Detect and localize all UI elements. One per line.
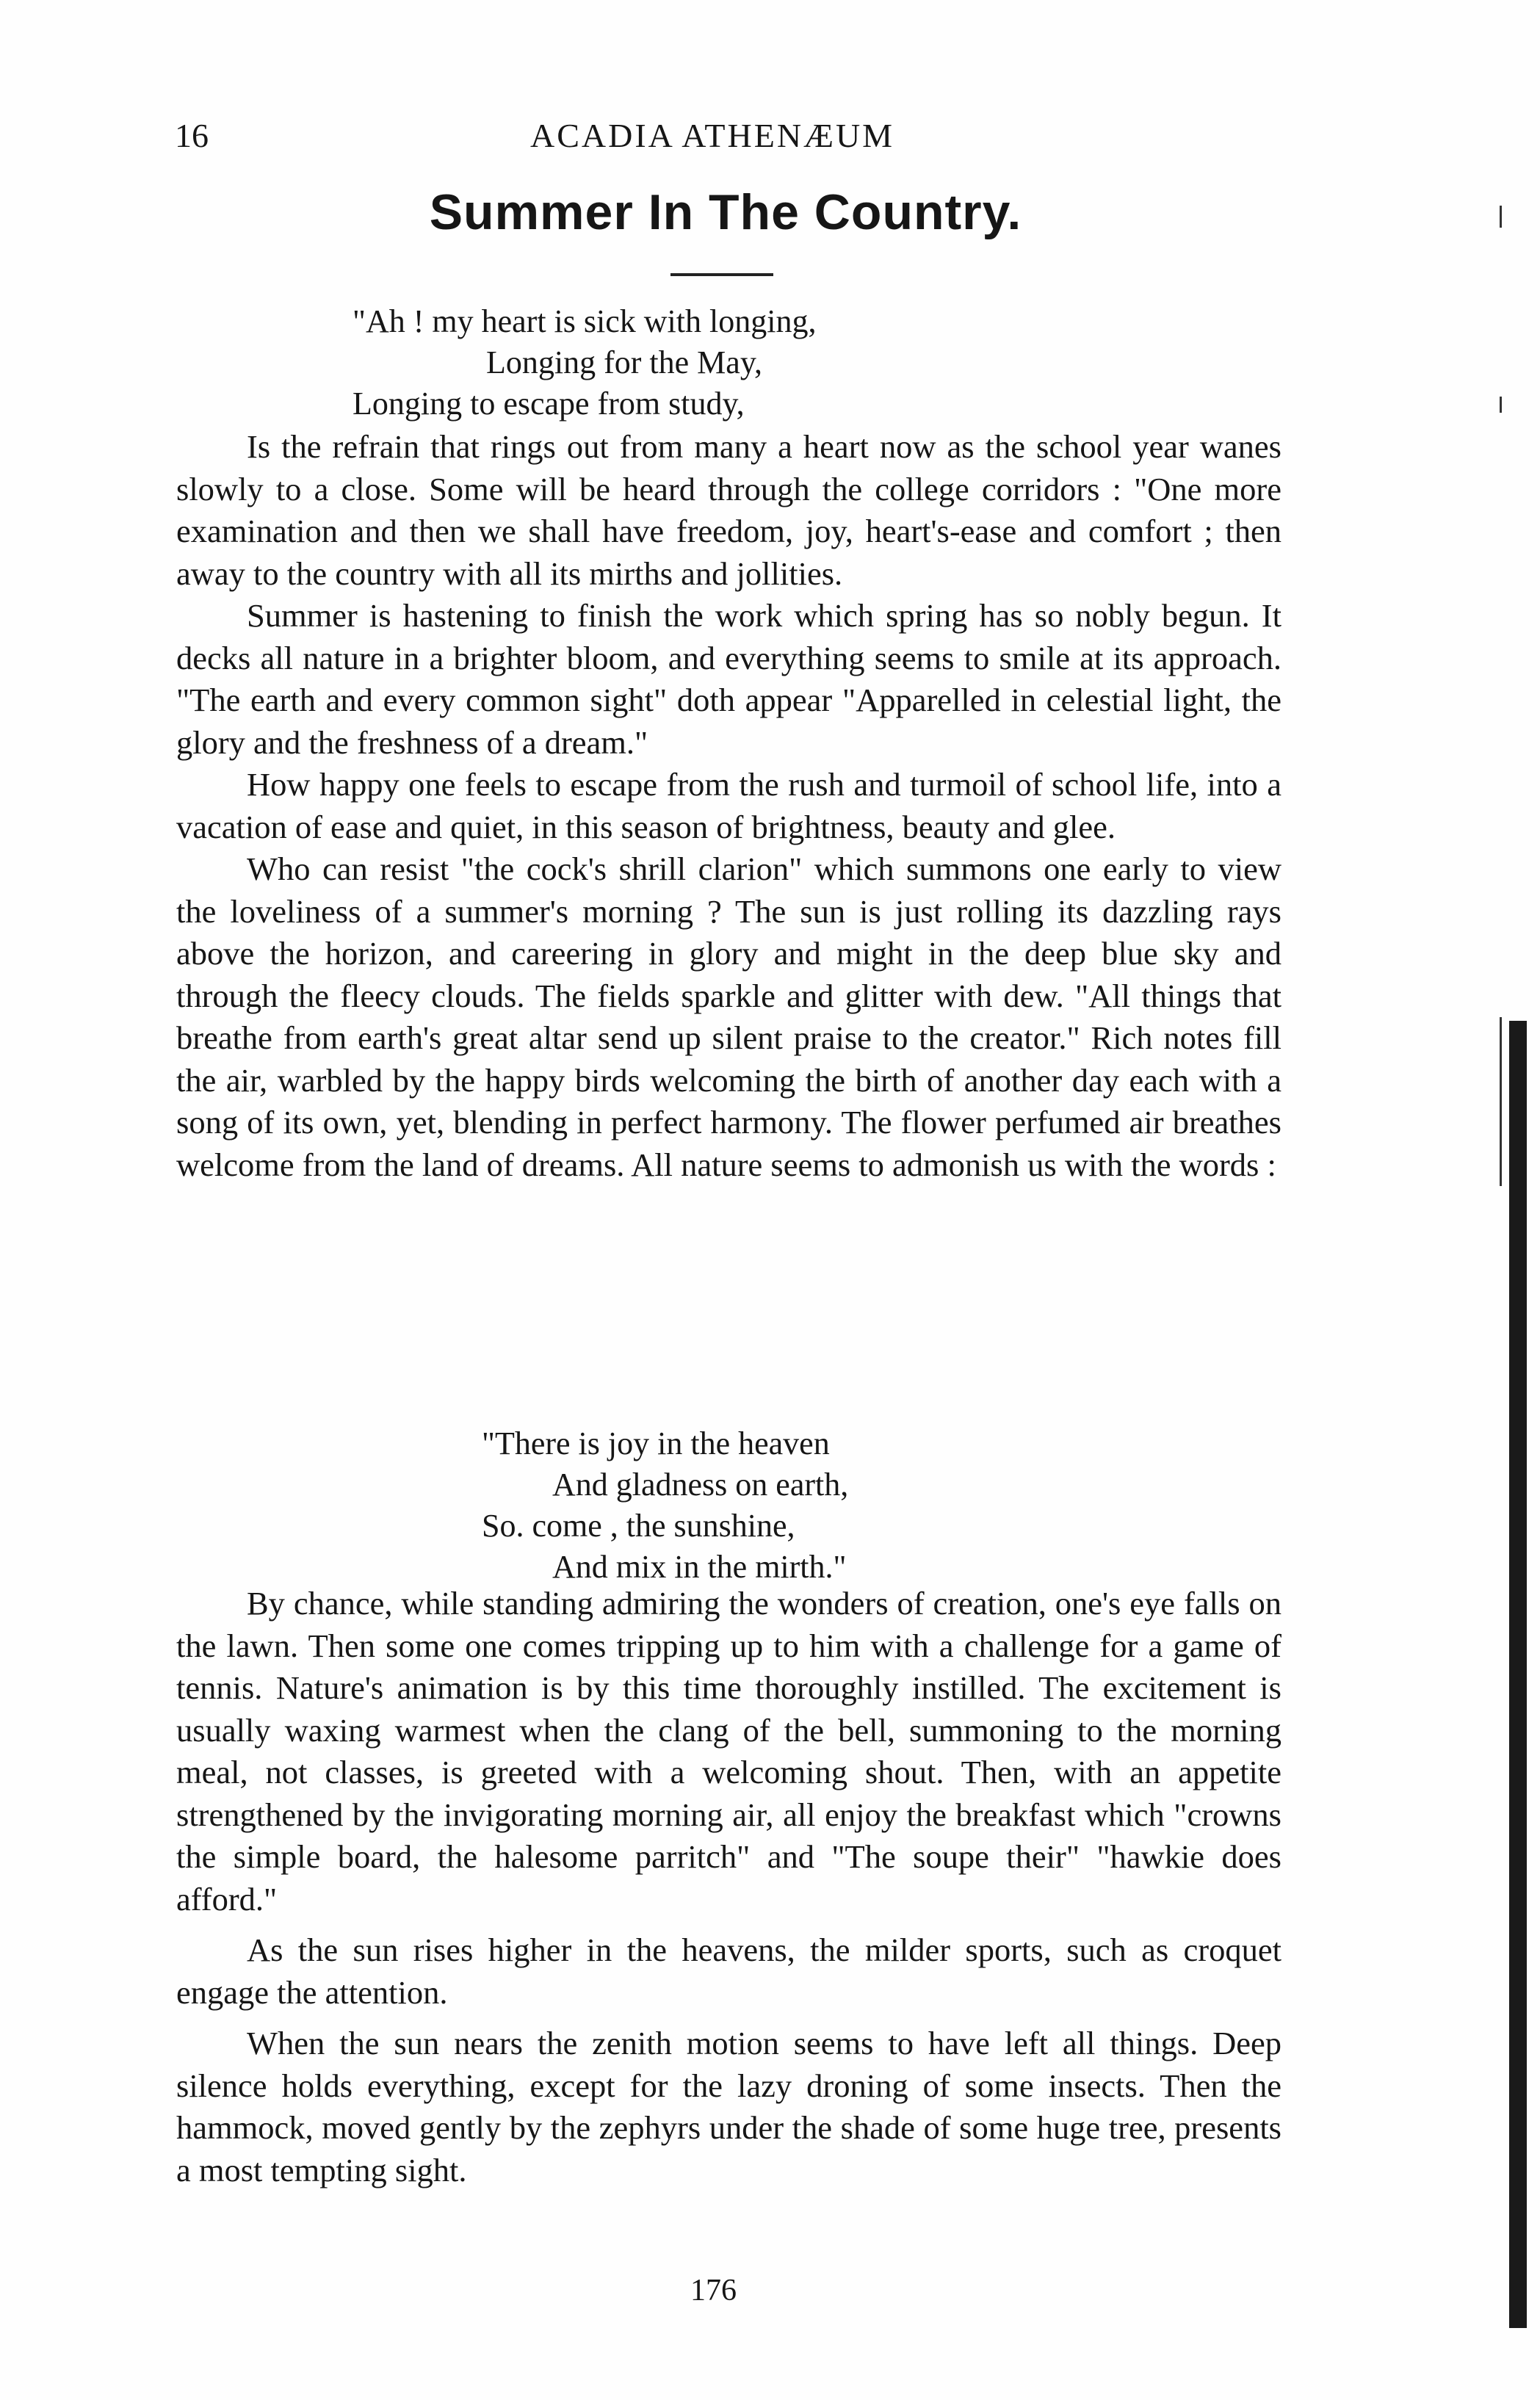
paragraph: Is the refrain that rings out from many a heart now as the school year wanes slowly to a close. Some will be heard through the college corridors : "One more examination and then we shall have freedom, joy, heart's-ease and comfort ; then away to the country with all its mirths and jollities. — [176, 428, 1281, 592]
poem-line: So. come , the sunshine, — [482, 1508, 795, 1544]
scan-mark — [1500, 206, 1502, 228]
epigraph — [353, 301, 816, 424]
paragraph: How happy one feels to escape from the rush and turmoil of school life, into a vacation of ease and quiet, in this season of brightness, beauty and glee. — [176, 766, 1281, 845]
page-number: 16 — [175, 117, 209, 154]
scan-edge-shadow — [1509, 1021, 1527, 2328]
poem-line: And gladness on earth, — [552, 1467, 849, 1503]
paragraph: Summer is hastening to finish the work which spring has so nobly begun. It decks all nature in a brighter bloom, and everything seems to smile at its approach. "The earth and every common sight" doth appear "Apparelled in celestial light, the glory and the freshness of a dream." — [176, 597, 1281, 761]
running-head: ACADIA ATHENÆUM — [530, 117, 895, 154]
paragraph: By chance, while standing admiring the wonders of creation, one's eye falls on the lawn. Then some one comes tripping up to him with a challenge for a game of tennis. Nature's animation is by this time thoroughly instilled. The excitement is usually waxing warmest when the clang of the bell, summoning to the morning meal, not classes, is greeted with a welcoming shout. Then, with an appetite strengthened by the invigorating morning air, all enjoy the breakfast which "crowns the simple board, the halesome parritch" and "The soupe their" "hawkie does afford." — [176, 1585, 1281, 1918]
title-rule — [670, 273, 773, 276]
paragraph: Who can resist "the cock's shrill clarion" which summons one early to view the loveliness of a summer's morning ? The sun is just rolling its dazzling rays above the horizon, and careering in glory and might in the deep blue sky and through the fleecy clouds. The fields sparkle and glitter with dew. "All things that breathe from earth's great altar send up silent praise to the creator." Rich notes fill the air, warbled by the happy birds welcoming the birth of another day each with a song of its own, yet, blending in perfect harmony. The flower perfumed air breathes welcome from the land of dreams. All nature seems to admonish us with the words : — [176, 850, 1281, 1183]
scan-mark — [1500, 397, 1502, 413]
article-title: Summer In The Country. — [429, 184, 1022, 240]
epigraph-line: Longing for the May, — [486, 344, 762, 380]
paragraph: As the sun rises higher in the heavens, the milder sports, such as croquet engage the attention. — [176, 1931, 1281, 2011]
paragraph: When the sun nears the zenith motion seems to have left all things. Deep silence holds everything, except for the lazy droning of some insects. Then the hammock, moved gently by the zephyrs under the shade of some huge tree, presents a most tempting sight. — [176, 2025, 1281, 2188]
body-text-lower — [176, 1583, 1281, 2191]
epigraph-line: "Ah ! my heart is sick with longing, — [353, 303, 817, 339]
poem-line: And mix in the mirth." — [552, 1549, 847, 1585]
page-header — [175, 116, 1335, 160]
poem-line: "There is joy in the heaven — [482, 1425, 830, 1461]
folio-number: 176 — [690, 2274, 737, 2307]
poem — [482, 1423, 848, 1588]
scan-mark — [1500, 1017, 1502, 1186]
epigraph-line: Longing to escape from study, — [353, 386, 745, 422]
body-text-upper — [176, 426, 1281, 1186]
